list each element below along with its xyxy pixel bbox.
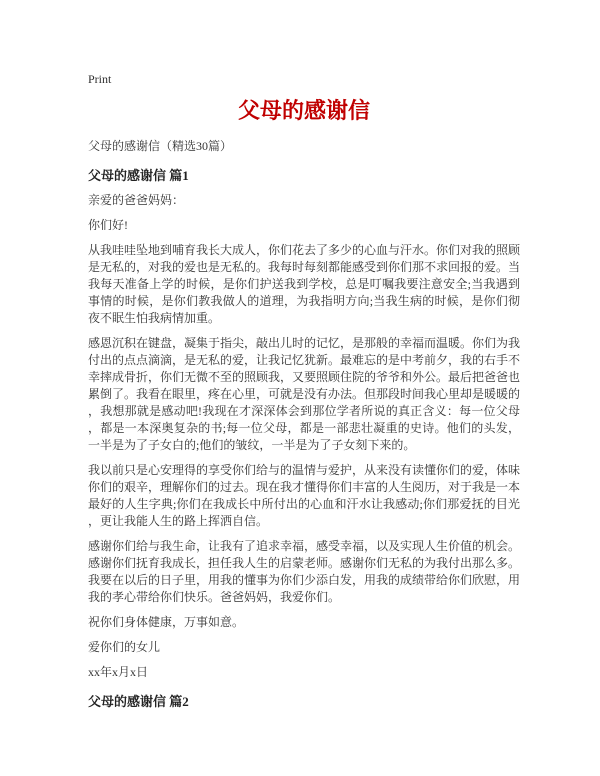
- letter-date: xx年x月x日: [88, 665, 149, 679]
- letter-wish: 祝你们身体健康，万事如意。: [88, 615, 245, 629]
- letter-paragraph-3: 我以前只是心安理得的享受你们给与的温情与爱护，从来没有读懂你们的爱，体味你们的艰辛，理解你们的过去。现在我才懂得你们丰富的人生阅历，对于我是一本最好的人生字典;你们在我成长中所付出的心血和汗水让我感动;你们那爱抚的目光，更让我能人生的路上挥洒自信。: [88, 463, 521, 528]
- document-content: [88, 98, 520, 710]
- page-title: 父母的感谢信: [237, 98, 370, 123]
- letter-greeting: 你们好!: [88, 218, 128, 232]
- letter-paragraph-4: 感谢你们给与我生命，让我有了追求幸福，感受幸福，以及实现人生价值的机会。感谢你们抚育我成长，担任我人生的启蒙老师。感谢你们无私的为我付出那么多。我要在以后的日子里，用我的懂事为你们少添白发，用我的成绩带给你们欣慰，用我的孝心带给你们快乐。爸爸妈妈，我爱你们。: [88, 539, 521, 604]
- letter-paragraph-1: 从我哇哇坠地到哺育我长大成人，你们花去了多少的心血与汗水。你们对我的照顾是无私的，对我的爱也是无私的。我每时每刻都能感受到你们那不求回报的爱。当我每天准备上学的时候，是你们护送我到学校，总是叮嘱我要注意安全;当我遇到事情的时候，是你们教我做人的道理，为我指明方向;当我生病的时候，是你们彻夜不眠生怕我病情加重。: [88, 243, 521, 325]
- section-heading-2: 父母的感谢信 篇2: [88, 694, 189, 709]
- section-heading-1: 父母的感谢信 篇1: [88, 168, 189, 183]
- print-link[interactable]: Print: [88, 72, 112, 86]
- letter-signature: 爱你们的女儿: [88, 640, 161, 654]
- letter-paragraph-2: 感恩沉积在键盘，凝集于指尖，敲出儿时的记忆，是那般的幸福而温暖。你们为我付出的点点滴滴，是无私的爱，让我记忆犹新。最难忘的是中考前夕，我的右手不幸摔成骨折，你们无微不至的照顾我，又要照顾住院的爷爷和外公。最后把爸爸也累倒了。我看在眼里，疼在心里，可就是没有办法。但那段时间我心里却是暖暖的，我想那就是感动吧!我现在才深深体会到那位学者所说的真正含义：每一位父母，都是一本深奥复杂的书;每一位父母，都是一部悲壮凝重的史诗。他们的头发，一半是为了子女白的;他们的皱纹，一半是为了子女刻下来的。: [88, 336, 521, 452]
- document-subtitle: 父母的感谢信（精选30篇）: [88, 139, 233, 153]
- letter-salutation: 亲爱的爸爸妈妈：: [88, 193, 185, 207]
